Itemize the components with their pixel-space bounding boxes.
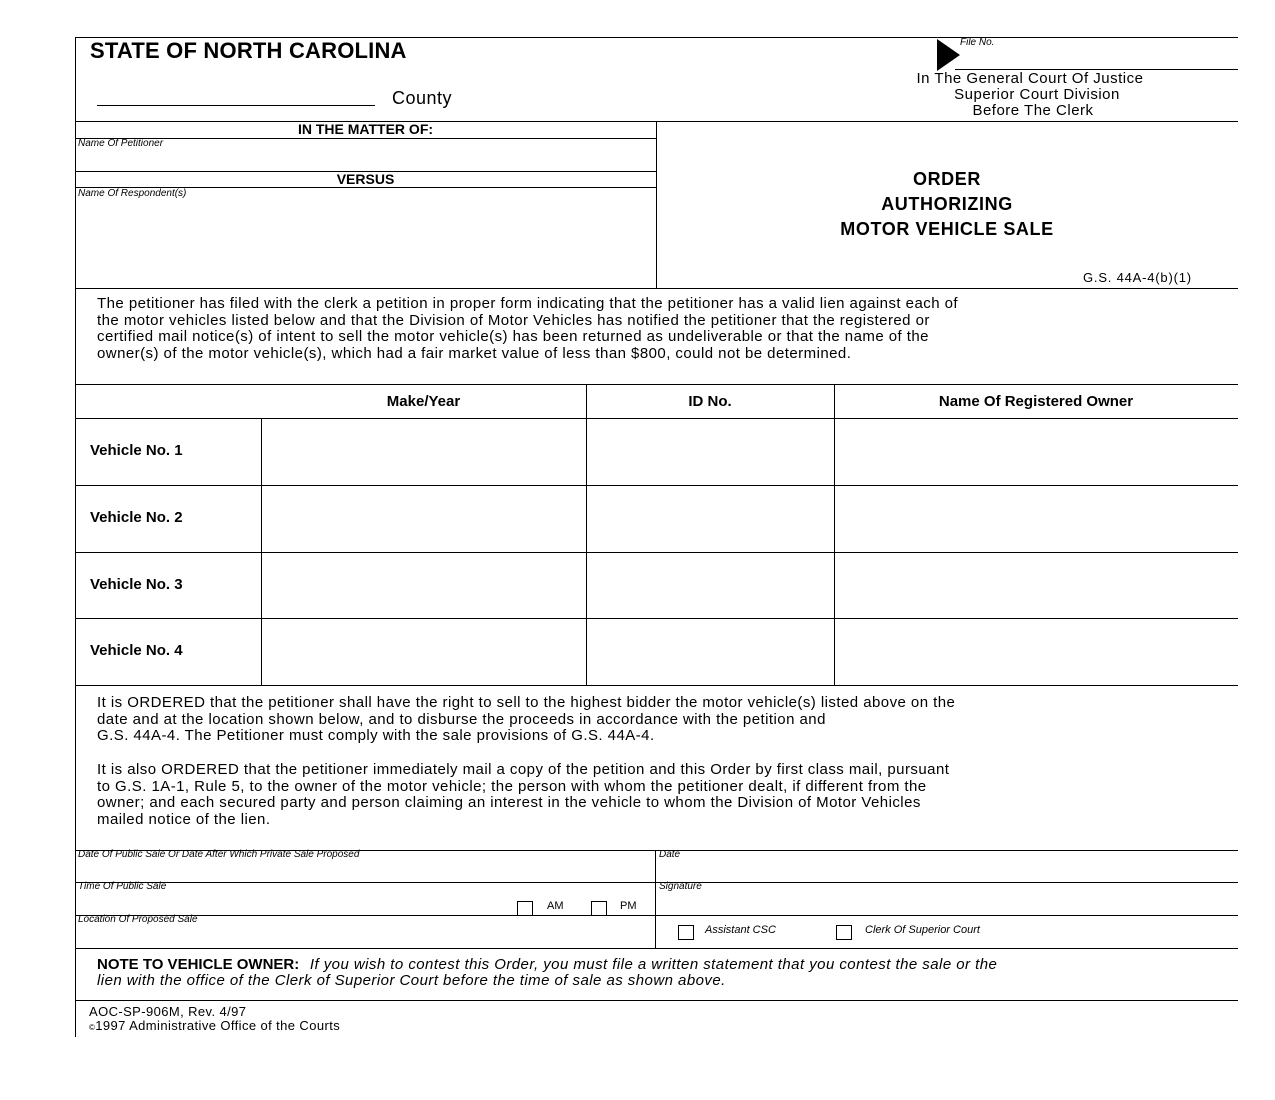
court-line-1: In The General Court Of Justice xyxy=(916,70,1144,87)
note-line-1 xyxy=(97,957,1227,973)
sale-date-label: Date Of Public Sale Or Date After Which Private Sale Proposed xyxy=(78,849,360,860)
intro-line-4: owner(s) of the motor vehicle(s), which had a fair market value of less than $800, could not be determined. xyxy=(97,344,852,362)
versus-heading: VERSUS xyxy=(336,171,395,187)
note-paragraph xyxy=(97,957,1227,989)
vehicle-2-owner-cell[interactable] xyxy=(835,486,1237,551)
file-no-arrow-icon xyxy=(936,38,962,72)
col-header-make-year: Make/Year xyxy=(386,393,461,410)
time-of-sale-label: Time Of Public Sale xyxy=(78,881,167,892)
location-field[interactable] xyxy=(76,927,654,947)
form-title-line-2: AUTHORIZING xyxy=(881,194,1013,214)
respondent-field[interactable] xyxy=(76,200,655,286)
footer-line xyxy=(75,1000,1238,1001)
vehicle-2-id-cell[interactable] xyxy=(587,486,833,551)
state-title: STATE OF NORTH CAROLINA xyxy=(90,38,407,63)
form-title-line-3: MOTOR VEHICLE SALE xyxy=(840,219,1054,239)
col-header-registered-owner: Name Of Registered Owner xyxy=(938,393,1134,410)
form-number: AOC-SP-906M, Rev. 4/97 xyxy=(89,1004,247,1019)
date-field[interactable] xyxy=(657,862,1237,881)
order-paragraph-1 xyxy=(97,695,1227,745)
order-2-line-3: owner; and each secured party and person claiming an interest in the vehicle to whom the Division of Motor Vehicles xyxy=(97,794,921,811)
am-checkbox[interactable] xyxy=(517,901,533,916)
pm-label: PM xyxy=(620,900,637,912)
clerk-label: Clerk Of Superior Court xyxy=(865,924,980,936)
matter-heading: IN THE MATTER OF: xyxy=(297,121,434,137)
petitioner-label: Name Of Petitioner xyxy=(78,138,164,149)
location-label: Location Of Proposed Sale xyxy=(78,914,198,925)
am-label: AM xyxy=(547,900,564,912)
assistant-csc-checkbox[interactable] xyxy=(678,925,694,940)
vehicle-1-id-cell[interactable] xyxy=(587,419,833,484)
fields-line-2 xyxy=(75,882,1238,883)
clerk-checkbox[interactable] xyxy=(836,925,852,940)
fields-line-3 xyxy=(75,915,1238,916)
order-2-line-1: It is also ORDERED that the petitioner immediately mail a copy of the petition and this Order by first class mail, pursuant xyxy=(97,761,950,778)
vehicle-3-id-cell[interactable] xyxy=(587,553,833,617)
copyright-line xyxy=(89,1018,340,1033)
signature-label: Signature xyxy=(659,881,702,892)
vehicle-4-make-year-cell[interactable] xyxy=(262,619,585,684)
table-bottom-line xyxy=(75,685,1238,686)
file-no-label: File No. xyxy=(960,37,995,48)
caption-bottom-line xyxy=(75,288,1238,289)
vehicle-1-make-year-cell[interactable] xyxy=(262,419,585,484)
vehicle-1-owner-cell[interactable] xyxy=(835,419,1237,484)
note-label: NOTE TO VEHICLE OWNER: xyxy=(97,956,300,973)
vehicle-3-make-year-cell[interactable] xyxy=(262,553,585,617)
intro-paragraph xyxy=(97,296,1227,362)
fields-divider xyxy=(655,850,656,948)
vehicle-row-label-3: Vehicle No. 3 xyxy=(90,576,183,593)
note-line-2: lien with the office of the Clerk of Superior Court before the time of sale as shown above. xyxy=(97,972,726,989)
assistant-csc-label: Assistant CSC xyxy=(705,924,776,936)
copyright-text: 1997 Administrative Office of the Courts xyxy=(95,1018,341,1033)
date-label: Date xyxy=(659,849,681,860)
time-of-sale-field[interactable] xyxy=(76,894,506,914)
copyright-symbol: © xyxy=(89,1023,96,1032)
vehicle-row-label-4: Vehicle No. 4 xyxy=(90,642,183,659)
vehicle-2-make-year-cell[interactable] xyxy=(262,486,585,551)
petitioner-field[interactable] xyxy=(76,150,655,170)
vehicle-4-id-cell[interactable] xyxy=(587,619,833,684)
order-2-line-2: to G.S. 1A-1, Rule 5, to the owner of the motor vehicle; the person with whom the petitioner dealt, if different from the xyxy=(97,777,927,795)
sale-date-field[interactable] xyxy=(76,862,654,881)
form-title-line-1: ORDER xyxy=(912,169,981,189)
court-line-3: Before The Clerk xyxy=(972,102,1094,119)
order-1-line-3: G.S. 44A-4. The Petitioner must comply with the sale provisions of G.S. 44A-4. xyxy=(97,727,655,744)
pm-checkbox[interactable] xyxy=(591,901,607,916)
order-2-line-4: mailed notice of the lien. xyxy=(97,810,271,828)
table-top-line xyxy=(75,384,1238,385)
vehicle-4-owner-cell[interactable] xyxy=(835,619,1237,684)
order-1-line-2: date and at the location shown below, and to disburse the proceeds in accordance with the petition and xyxy=(97,710,826,728)
vehicle-row-label-2: Vehicle No. 2 xyxy=(90,509,183,526)
intro-line-1: The petitioner has filed with the clerk a petition in proper form indicating that the petitioner has a valid lien against each of xyxy=(97,295,959,312)
vehicle-row-label-1: Vehicle No. 1 xyxy=(90,442,183,459)
order-1-line-1: It is ORDERED that the petitioner shall have the right to sell to the highest bidder the motor vehicle(s) listed above on the xyxy=(97,694,956,711)
intro-line-3: certified mail notice(s) of intent to sell the motor vehicle(s) has been returned as undeliverable or that the name of the xyxy=(97,328,929,345)
order-paragraph-2 xyxy=(97,762,1227,828)
signature-field[interactable] xyxy=(657,894,1237,914)
statute-reference: G.S. 44A-4(b)(1) xyxy=(1083,270,1192,285)
col-header-id-no: ID No. xyxy=(688,393,732,410)
court-line-2: Superior Court Division xyxy=(954,86,1120,103)
respondent-label: Name Of Respondent(s) xyxy=(78,188,187,199)
fields-bottom-line xyxy=(75,948,1238,949)
intro-line-2: the motor vehicles listed below and that the Division of Motor Vehicles has notified the petitioner that the registered or xyxy=(97,311,930,329)
county-label: County xyxy=(392,88,453,108)
note-text-1: If you wish to contest this Order, you must file a written statement that you contest the sale or the xyxy=(309,956,998,973)
county-blank[interactable] xyxy=(97,105,375,106)
vehicle-3-owner-cell[interactable] xyxy=(835,553,1237,617)
